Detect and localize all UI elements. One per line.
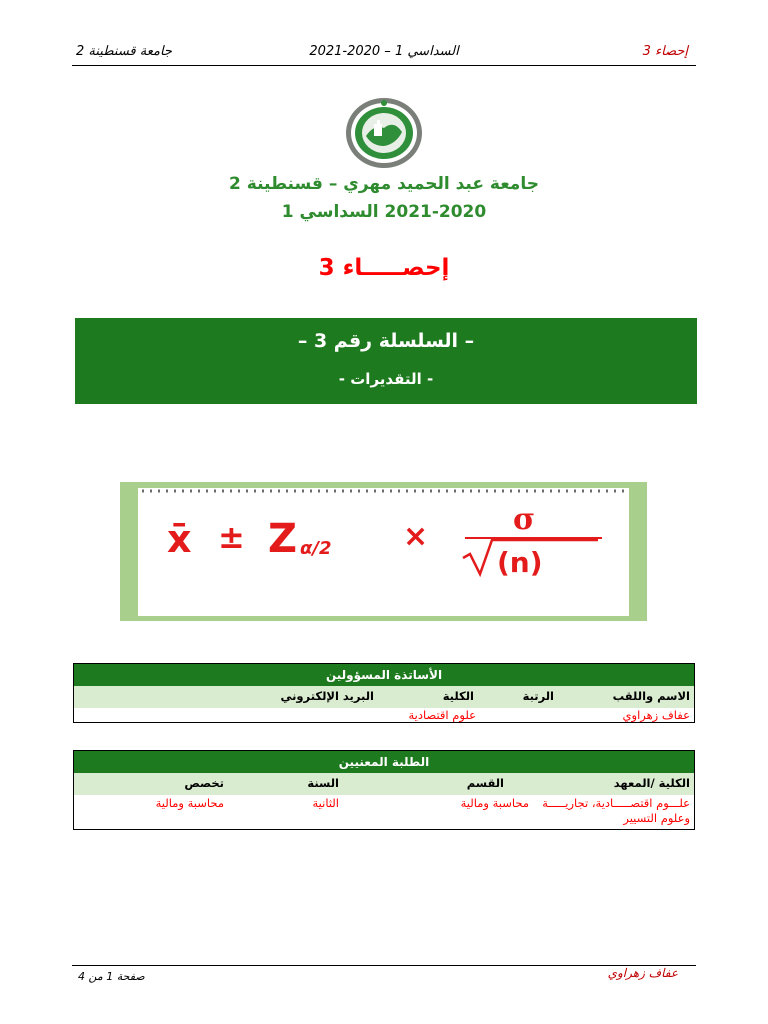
formula-denominator: (n) bbox=[497, 546, 543, 579]
confidence-interval-formula bbox=[120, 482, 647, 621]
teacher-name: عفاف زهراوي bbox=[622, 708, 690, 722]
teachers-table-title: الأساتذة المسؤولين bbox=[74, 664, 694, 686]
students-table-header bbox=[74, 773, 694, 795]
column-email: البريد الإلكتروني bbox=[280, 689, 374, 703]
student-department: محاسبة ومالية bbox=[460, 796, 529, 810]
column-specialty: تخصص bbox=[184, 776, 224, 790]
students-table-title: الطلبة المعنيين bbox=[74, 751, 694, 773]
university-title: جامعة عبد الحميد مهري – قسنطينة 2 bbox=[229, 174, 539, 194]
formula-plus-minus: ± bbox=[218, 518, 245, 556]
student-year: الثانية bbox=[312, 796, 339, 810]
formula-z-subscript: α/2 bbox=[300, 538, 332, 559]
column-rank: الرتبة bbox=[522, 689, 554, 703]
column-year: السنة bbox=[307, 776, 339, 790]
students-table bbox=[73, 750, 695, 830]
header-rule bbox=[72, 65, 696, 66]
university-logo-icon bbox=[344, 96, 424, 170]
teachers-table-header bbox=[74, 686, 694, 708]
formula-times: × bbox=[403, 519, 429, 554]
table-row bbox=[74, 708, 694, 724]
column-faculty-institute: الكلية /المعهد bbox=[613, 776, 690, 790]
header-semester: 2021-2020 – السداسي 1 bbox=[309, 44, 459, 59]
column-department: القسم bbox=[466, 776, 504, 790]
series-number: – السلسلة رقم 3 – bbox=[297, 330, 475, 352]
series-topic: - التقديرات - bbox=[338, 370, 434, 388]
footer-page-number: صفحة 1 من 4 bbox=[78, 970, 145, 983]
column-name: الاسم واللقب bbox=[612, 689, 690, 703]
student-faculty: علـــوم اقتصـــــادية، تجاريـــــة وعلوم التسيير bbox=[542, 796, 690, 825]
formula-sigma: σ bbox=[513, 502, 536, 537]
year-semester-title: 2021-2020 السداسي 1 bbox=[281, 202, 487, 222]
formula-z: Z bbox=[268, 516, 298, 562]
teacher-faculty: علوم اقتصادية bbox=[408, 708, 476, 722]
column-faculty: الكلية bbox=[442, 689, 474, 703]
table-row bbox=[74, 795, 694, 829]
header-course: إحصاء 3 bbox=[642, 44, 688, 59]
footer-rule bbox=[72, 965, 696, 966]
course-title: إحصـــــاء 3 bbox=[318, 255, 450, 281]
student-specialty: محاسبة ومالية bbox=[155, 796, 224, 810]
formula-xbar: x̄ bbox=[167, 517, 192, 561]
header-university: جامعة قسنطينة 2 bbox=[76, 44, 172, 59]
footer-author: عفاف زهراوي bbox=[607, 966, 678, 980]
series-banner bbox=[75, 318, 697, 404]
teachers-table bbox=[73, 663, 695, 723]
